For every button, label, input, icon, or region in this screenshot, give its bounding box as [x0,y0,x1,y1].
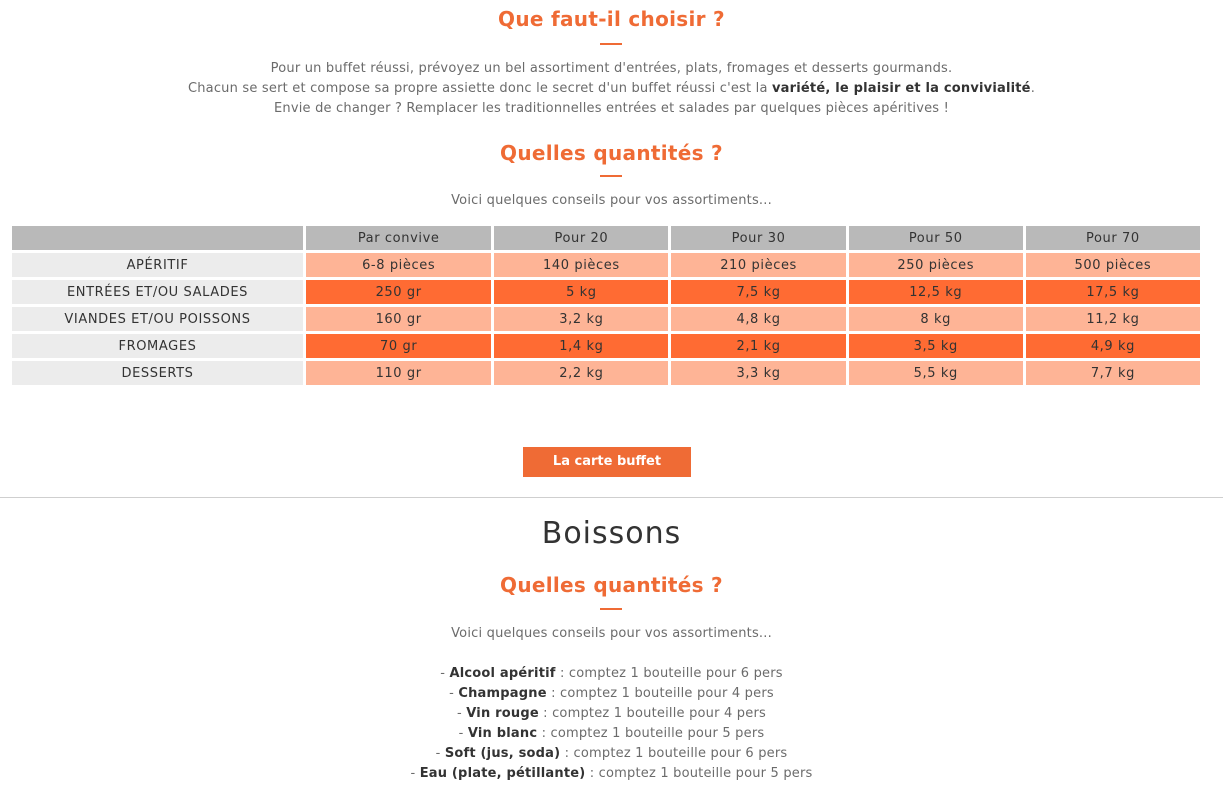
drink-item [0,704,1223,724]
table-cell: 5,5 kg [849,361,1023,385]
table-cell: 3,2 kg [494,307,668,331]
table-cell: 2,2 kg [494,361,668,385]
column-header [12,226,303,250]
drink-ratio: : comptez 1 bouteille pour 4 pers [538,706,766,721]
intro-line-1: Pour un buffet réussi, prévoyez un bel assortiment d'entrées, plats, fromages et desserts gourmands. [270,61,953,76]
drink-ratio: : comptez 1 bouteille pour 4 pers [546,686,774,701]
drinks-subtitle: Voici quelques conseils pour vos assortiments... [451,626,772,641]
column-header: Pour 70 [1026,226,1200,250]
drink-name: Vin rouge [466,706,539,721]
table-cell: 7,5 kg [671,280,845,304]
table-row [12,361,1200,385]
intro-line-3: Envie de changer ? Remplacer les traditionnelles entrées et salades par quelques pièces apéritives ! [273,101,950,116]
table-cell: 3,5 kg [849,334,1023,358]
column-header: Par convive [306,226,491,250]
drink-name: Alcool apéritif [449,666,556,681]
drink-ratio: : comptez 1 bouteille pour 6 pers [560,746,788,761]
drink-name: Champagne [458,686,547,701]
drink-name: Eau (plate, pétillante) [419,766,586,781]
drink-name: Vin blanc [467,726,538,741]
list-dash: - [440,666,450,681]
table-row [12,253,1200,277]
table-cell: 12,5 kg [849,280,1023,304]
table-cell: 250 pièces [849,253,1023,277]
table-cell: 3,3 kg [671,361,845,385]
heading-underline [600,43,622,45]
heading-underline [600,608,622,610]
table-cell: 250 gr [306,280,491,304]
table-cell: 2,1 kg [671,334,845,358]
section-divider [0,497,1223,498]
column-header: Pour 30 [671,226,845,250]
list-dash: - [457,706,467,721]
table-cell: 17,5 kg [1026,280,1200,304]
intro-line-2 [0,79,1223,99]
table-body [12,253,1200,385]
quantities-subtitle: Voici quelques conseils pour vos assortiments... [451,193,772,208]
buffet-intro [0,59,1223,119]
drink-item [0,724,1223,744]
table-cell: 160 gr [306,307,491,331]
table-cell: 1,4 kg [494,334,668,358]
table-cell: 70 gr [306,334,491,358]
table-row [12,280,1200,304]
row-label: ENTRÉES ET/OU SALADES [12,280,303,304]
row-label: VIANDES ET/OU POISSONS [12,307,303,331]
row-label: APÉRITIF [12,253,303,277]
table-row [12,307,1200,331]
intro-line-2-emphasis: variété, le plaisir et la convivialité [771,81,1031,96]
table-cell: 8 kg [849,307,1023,331]
column-header: Pour 20 [494,226,668,250]
table-row [12,334,1200,358]
intro-line-2-suffix: . [1030,81,1036,96]
drink-ratio: : comptez 1 bouteille pour 5 pers [537,726,765,741]
list-dash: - [435,746,445,761]
drink-item [0,764,1223,784]
list-dash: - [458,726,468,741]
list-dash: - [410,766,420,781]
table-cell: 5 kg [494,280,668,304]
table-header [12,226,1200,250]
intro-line-2-prefix: Chacun se sert et compose sa propre assiette donc le secret d'un buffet réussi c'est la [187,81,772,96]
row-label: DESSERTS [12,361,303,385]
quantities-table [9,223,1203,388]
quantities-heading: Quelles quantités ? [500,141,723,165]
heading-underline [600,175,622,177]
drink-ratio: : comptez 1 bouteille pour 6 pers [555,666,783,681]
table-cell: 4,9 kg [1026,334,1200,358]
list-dash: - [449,686,459,701]
drinks-list [0,664,1223,784]
drink-item [0,744,1223,764]
table-cell: 6-8 pièces [306,253,491,277]
drink-ratio: : comptez 1 bouteille pour 5 pers [585,766,813,781]
table-cell: 210 pièces [671,253,845,277]
table-cell: 4,8 kg [671,307,845,331]
buffet-menu-button[interactable]: La carte buffet [523,447,691,477]
drinks-quantities-heading: Quelles quantités ? [500,573,723,597]
drink-name: Soft (jus, soda) [444,746,561,761]
drinks-title: Boissons [541,516,682,551]
drink-item [0,664,1223,684]
row-label: FROMAGES [12,334,303,358]
table-cell: 7,7 kg [1026,361,1200,385]
choose-heading: Que faut-il choisir ? [498,7,725,31]
drink-item [0,684,1223,704]
table-header-row [12,226,1200,250]
column-header: Pour 50 [849,226,1023,250]
table-cell: 140 pièces [494,253,668,277]
table-cell: 11,2 kg [1026,307,1200,331]
table-cell: 110 gr [306,361,491,385]
table-cell: 500 pièces [1026,253,1200,277]
